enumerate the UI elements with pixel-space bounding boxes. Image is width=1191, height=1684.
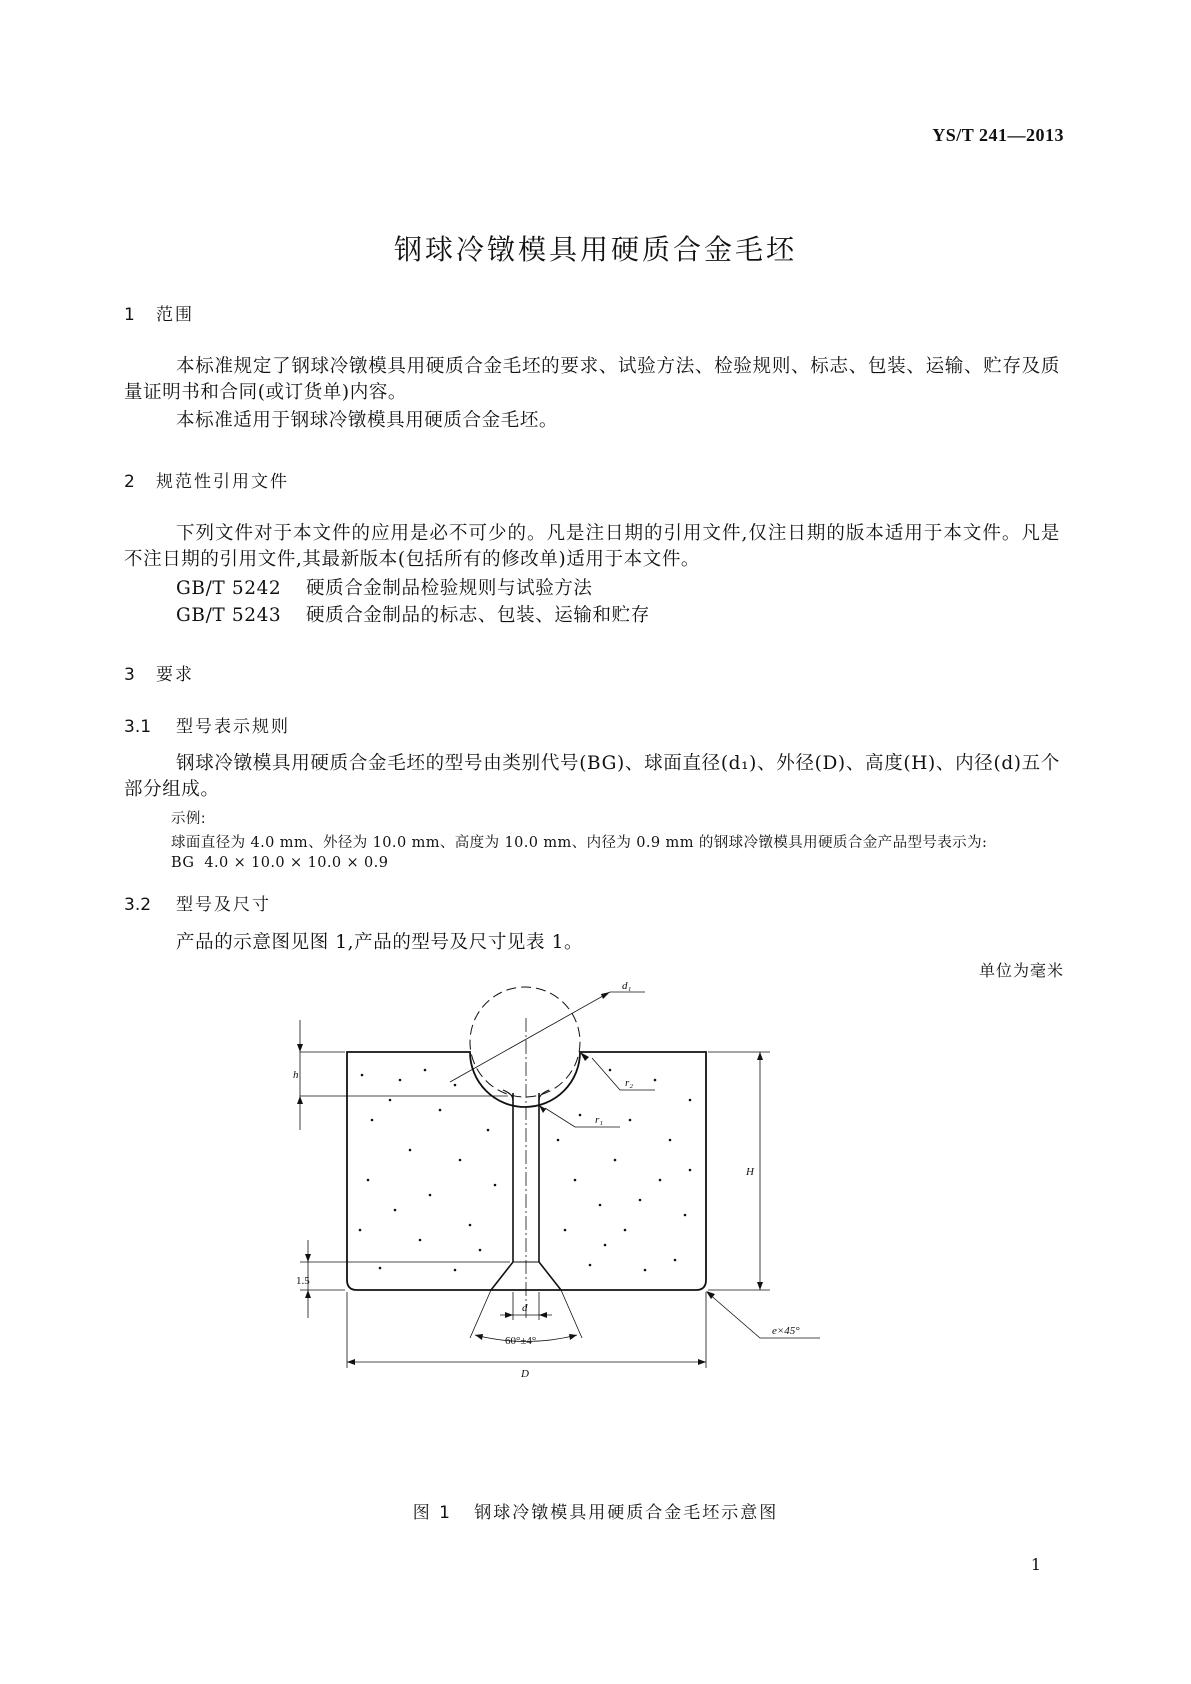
section-number: 2 <box>124 472 135 492</box>
section-title: 型号及尺寸 <box>176 895 271 915</box>
section-1-paragraph-2: 本标准适用于钢球冷镦模具用硬质合金毛坯。 <box>176 410 559 431</box>
label-e: e×45° <box>772 1325 800 1337</box>
reference-title: 硬质合金制品的标志、包装、运输和贮存 <box>306 605 650 626</box>
example-code: BG 4.0 × 10.0 × 10.0 × 0.9 <box>171 855 389 871</box>
section-number: 3.1 <box>124 717 152 737</box>
example-label: 示例: <box>171 811 207 827</box>
phantom-sphere <box>470 987 580 1097</box>
bore-right <box>539 1093 561 1290</box>
section-3-1-paragraph: 钢球冷镦模具用硬质合金毛坯的型号由类别代号(BG)、球面直径(d₁)、外径(D)、高度(H)、内径(d)五个部分组成。 <box>124 753 1060 800</box>
section-number: 3 <box>124 665 135 685</box>
reference-code: GB/T 5242 <box>176 578 282 599</box>
reference-title: 硬质合金制品检验规则与试验方法 <box>306 578 593 599</box>
figure-number: 图 1 <box>412 1503 452 1523</box>
label-h: h <box>293 1069 299 1081</box>
label-H: H <box>746 1166 754 1178</box>
label-d: d <box>522 1302 528 1314</box>
figure-caption <box>0 1498 1191 1523</box>
figure-title: 钢球冷镦模具用硬质合金毛坯示意图 <box>474 1503 779 1523</box>
section-2-paragraph-1: 下列文件对于本文件的应用是必不可少的。凡是注日期的引用文件,仅注日期的版本适用于本文件。凡是不注日期的引用文件,其最新版本(包括所有的修改单)适用于本文件。 <box>124 523 1060 570</box>
example-text: 球面直径为 4.0 mm、外径为 10.0 mm、高度为 10.0 mm、内径为 0.9 mm 的钢球冷镦模具用硬质合金产品型号表示为: <box>171 835 988 851</box>
label-r2: r₂ <box>625 1077 634 1089</box>
section-title: 范围 <box>156 305 194 325</box>
section-3-2-paragraph: 产品的示意图见图 1,产品的型号及尺寸见表 1。 <box>176 932 584 953</box>
bore-left <box>491 1093 513 1290</box>
unit-note: 单位为毫米 <box>978 961 1064 980</box>
standard-code: YS/T 241—2013 <box>932 125 1064 145</box>
label-angle: 60°±4° <box>505 1335 537 1347</box>
material-speckles <box>359 1069 692 1272</box>
section-title: 型号表示规则 <box>176 717 290 737</box>
section-1-paragraph-1: 本标准规定了钢球冷镦模具用硬质合金毛坯的要求、试验方法、检验规则、标志、包装、运输、贮存及质量证明书和合同(或订货单)内容。 <box>124 356 1060 403</box>
section-number: 1 <box>124 305 135 325</box>
section-title: 规范性引用文件 <box>156 472 289 492</box>
page-number: 1 <box>1030 1555 1041 1574</box>
label-D: D <box>521 1368 529 1380</box>
reference-code: GB/T 5243 <box>176 605 282 626</box>
section-title: 要求 <box>156 665 194 685</box>
label-d1: d₁ <box>622 980 632 992</box>
label-1-5: 1.5 <box>296 1275 310 1287</box>
label-r1: r₁ <box>595 1114 604 1126</box>
section-number: 3.2 <box>124 895 152 915</box>
body-outline <box>347 1052 706 1290</box>
document-title: 钢球冷镦模具用硬质合金毛坯 <box>393 233 797 266</box>
